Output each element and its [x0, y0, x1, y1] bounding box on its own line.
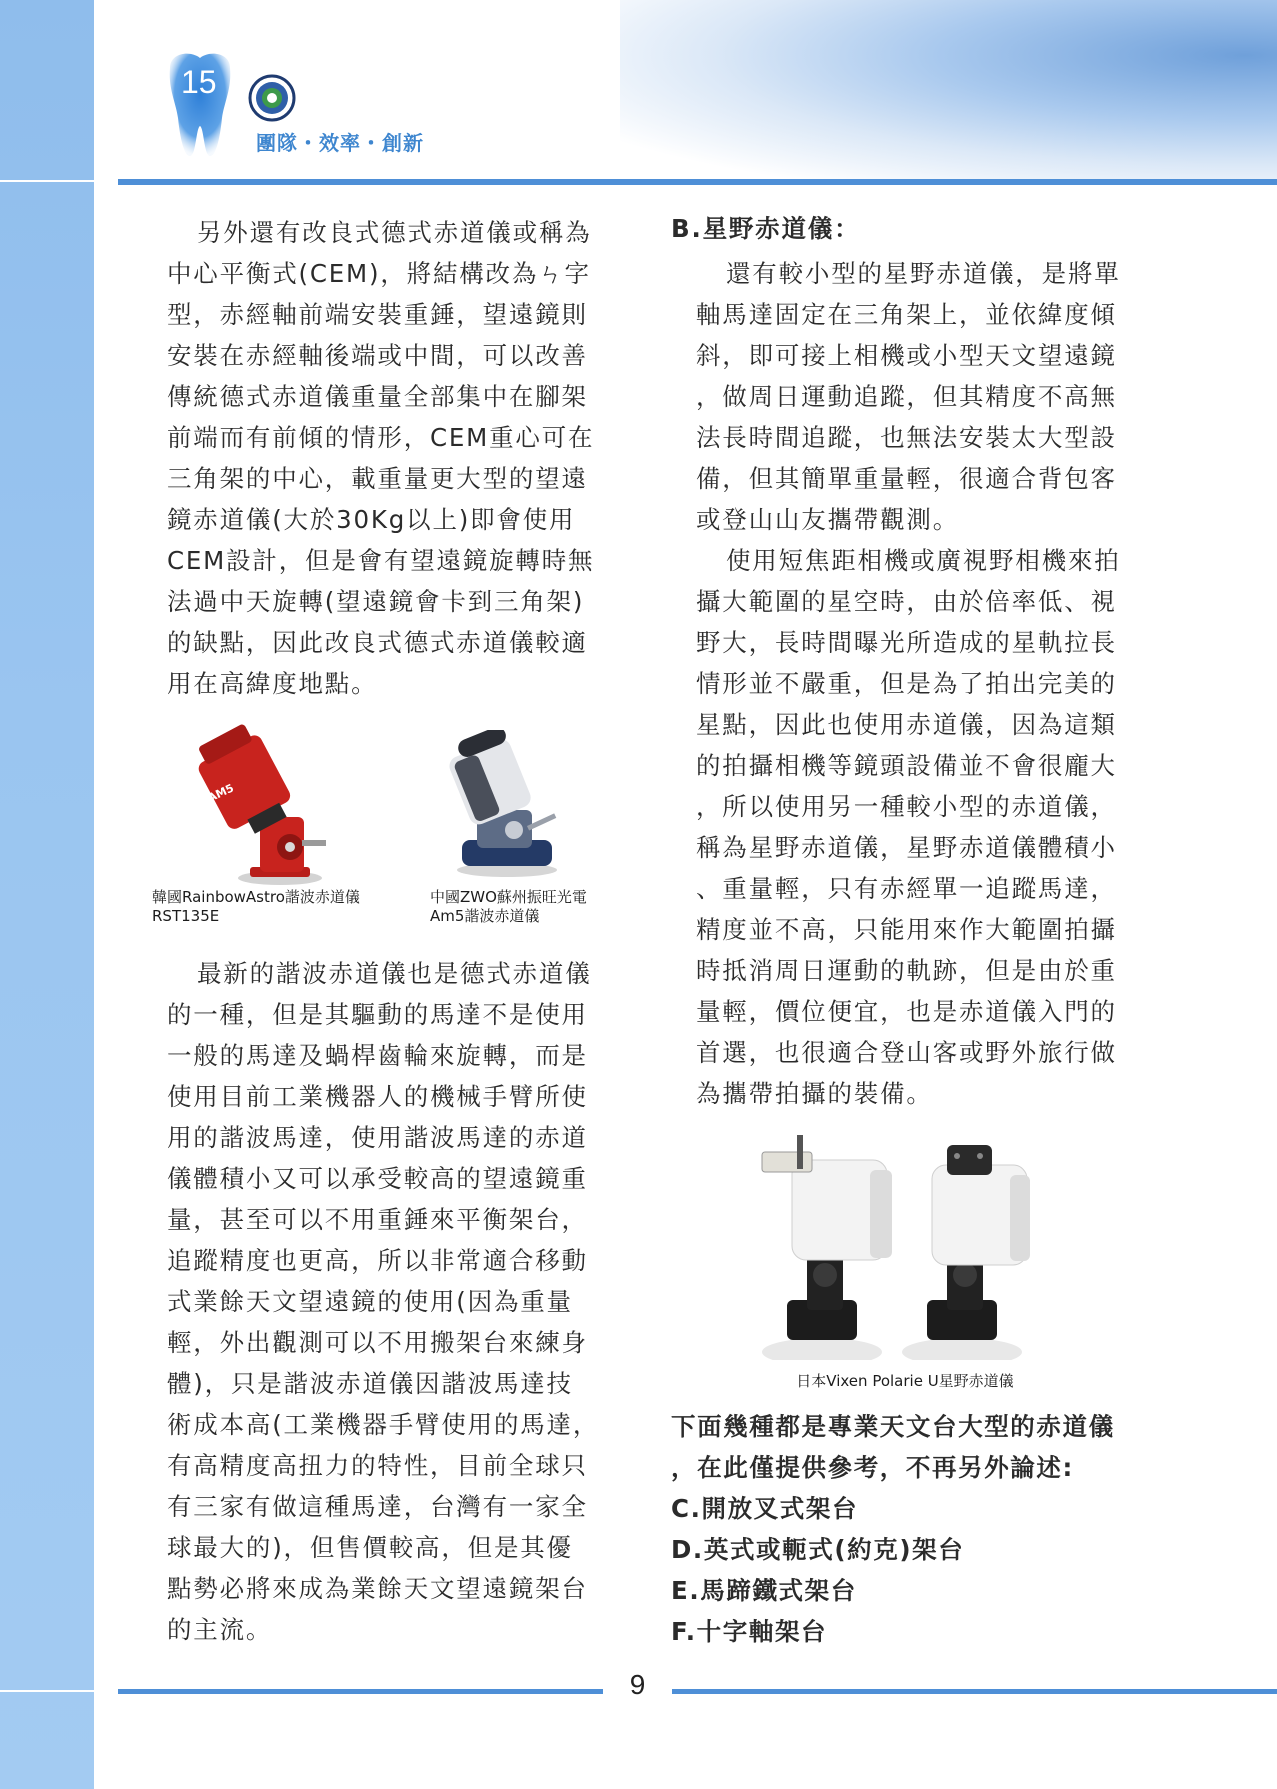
text-line: 或登山山友攜帶觀測。	[696, 505, 959, 534]
text-line: 傳統德式赤道儀重量全部集中在腳架	[167, 382, 588, 411]
text-line: 有高精度高扭力的特性，目前全球只	[167, 1451, 588, 1480]
caption-line: 韓國RainbowAstro諧波赤道儀	[152, 888, 360, 906]
text-line: 野大，長時間曝光所造成的星軌拉長	[696, 628, 1117, 657]
text-line: 攝大範圍的星空時，由於倍率低、視	[696, 587, 1117, 616]
text-line: 量，甚至可以不用重錘來平衡架台，	[167, 1205, 588, 1234]
list-item: D.英式或軛式(約克)架台	[671, 1535, 965, 1564]
text-line: 法長時間追蹤，也無法安裝太大型設	[696, 423, 1117, 452]
text-line: 的一種，但是其驅動的馬達不是使用	[167, 1000, 588, 1029]
text-line: 球最大的)，但售價較高，但是其優	[167, 1533, 573, 1562]
caption-line: Am5諧波赤道儀	[430, 907, 540, 925]
text-line: 的主流。	[167, 1615, 273, 1644]
footer-rule-right	[672, 1689, 1277, 1694]
text-line: 情形並不嚴重，但是為了拍出完美的	[696, 669, 1117, 698]
section-heading-b: B.星野赤道儀：	[671, 214, 861, 243]
grey-harmonic-mount-image	[432, 730, 582, 880]
text-line: 斜，即可接上相機或小型天文望遠鏡	[696, 341, 1117, 370]
text-line: 鏡赤道儀(大於30Kg以上)即會使用	[167, 505, 576, 534]
text-line: 最新的諧波赤道儀也是德式赤道儀	[197, 959, 592, 988]
band-divider	[0, 180, 94, 182]
text-line: 使用目前工業機器人的機械手臂所使	[167, 1082, 588, 1111]
text-line: 點勢必將來成為業餘天文望遠鏡架台	[167, 1574, 588, 1603]
text-line: 精度並不高，只能用來作大範圍拍攝	[696, 915, 1117, 944]
text-line: 星點，因此也使用赤道儀，因為這類	[696, 710, 1117, 739]
text-line: 式業餘天文望遠鏡的使用(因為重量	[167, 1287, 573, 1316]
text-line: 用在高緯度地點。	[167, 669, 378, 698]
text-line: 安裝在赤經軸後端或中間，可以改善	[167, 341, 588, 370]
text-line: ，所以使用另一種較小型的赤道儀，	[696, 792, 1117, 821]
header-rule	[118, 179, 1277, 185]
text-line: 用的諧波馬達，使用諧波馬達的赤道	[167, 1123, 588, 1152]
text-line: 型，赤經軸前端安裝重錘，望遠鏡則	[167, 300, 588, 329]
text-line: 量輕，價位便宜，也是赤道儀入門的	[696, 997, 1117, 1026]
text-line: 追蹤精度也更高，所以非常適合移動	[167, 1246, 588, 1275]
caption-line: RST135E	[152, 907, 220, 925]
list-item: F.十字軸架台	[671, 1617, 828, 1646]
text-line: 軸馬達固定在三角架上，並依緯度傾	[696, 300, 1117, 329]
text-line: 時抵消周日運動的軌跡，但是由於重	[696, 956, 1117, 985]
right-paragraph-1	[696, 253, 1146, 1114]
text-line: 為攜帶拍攝的裝備。	[696, 1079, 933, 1108]
note-line: 下面幾種都是專業天文台大型的赤道儀	[671, 1412, 1115, 1441]
list-item: E.馬蹄鐵式架台	[671, 1576, 857, 1605]
text-line: 的拍攝相機等鏡頭設備並不會很龐大	[696, 751, 1117, 780]
text-line: 術成本高(工業機器手臂使用的馬達，	[167, 1410, 600, 1439]
left-paragraph-1	[167, 212, 617, 704]
text-line: 輕，外出觀測可以不用搬架台來練身	[167, 1328, 588, 1357]
text-line: 三角架的中心，載重量更大型的望遠	[167, 464, 588, 493]
bold-note-and-list	[671, 1406, 1151, 1652]
red-harmonic-mount-image	[190, 722, 340, 888]
chapter-number: 15	[181, 64, 217, 100]
text-line: 另外還有改良式德式赤道儀或稱為	[197, 218, 592, 247]
list-item: C.開放叉式架台	[671, 1494, 859, 1523]
figure-1-caption	[152, 888, 392, 926]
text-line: 稱為星野赤道儀，星野赤道儀體積小	[696, 833, 1117, 862]
text-line: 中心平衡式(CEM)，將結構改為ㄣ字	[167, 259, 591, 288]
left-paragraph-2	[167, 953, 617, 1650]
header-gradient	[620, 0, 1277, 185]
header-motto: 團隊・效率・創新	[256, 131, 424, 155]
text-line: 、重量輕，只有赤經單一追蹤馬達，	[696, 874, 1117, 903]
right-section-b	[671, 208, 1141, 249]
text-line: 體)，只是諧波赤道儀因諧波馬達技	[167, 1369, 573, 1398]
text-line: 的缺點，因此改良式德式赤道儀較適	[167, 628, 588, 657]
text-line: 首選，也很適合登山客或野外旅行做	[696, 1038, 1117, 1067]
text-line: 使用短焦距相機或廣視野相機來拍	[726, 546, 1121, 575]
text-line: 有三家有做這種馬達，台灣有一家全	[167, 1492, 588, 1521]
figure-3-caption: 日本Vixen Polarie U星野赤道儀	[796, 1372, 1014, 1390]
footer-rule-left	[118, 1689, 603, 1694]
caption-line: 中國ZWO蘇州振旺光電	[430, 888, 587, 906]
figure-2-caption	[430, 888, 630, 926]
star-tracker-image	[752, 1130, 1034, 1360]
am5-label: AM5	[205, 781, 236, 805]
text-line: 法過中天旋轉(望遠鏡會卡到三角架)	[167, 587, 585, 616]
text-line: CEM設計，但是會有望遠鏡旋轉時無	[167, 546, 595, 575]
text-line: 還有較小型的星野赤道儀，是將單	[726, 259, 1121, 288]
text-line: 前端而有前傾的情形，CEM重心可在	[167, 423, 595, 452]
page-number: 9	[629, 1669, 646, 1700]
text-line: 一般的馬達及蝸桿齒輪來旋轉，而是	[167, 1041, 588, 1070]
text-line: 備，但其簡單重量輕，很適合背包客	[696, 464, 1117, 493]
note-line: ，在此僅提供參考，不再另外論述:	[671, 1453, 1074, 1482]
left-margin-band	[0, 0, 94, 1789]
emblem-logo	[248, 74, 296, 122]
text-line: 儀體積小又可以承受較高的望遠鏡重	[167, 1164, 588, 1193]
band-divider	[0, 1690, 94, 1692]
text-line: ，做周日運動追蹤，但其精度不高無	[696, 382, 1117, 411]
